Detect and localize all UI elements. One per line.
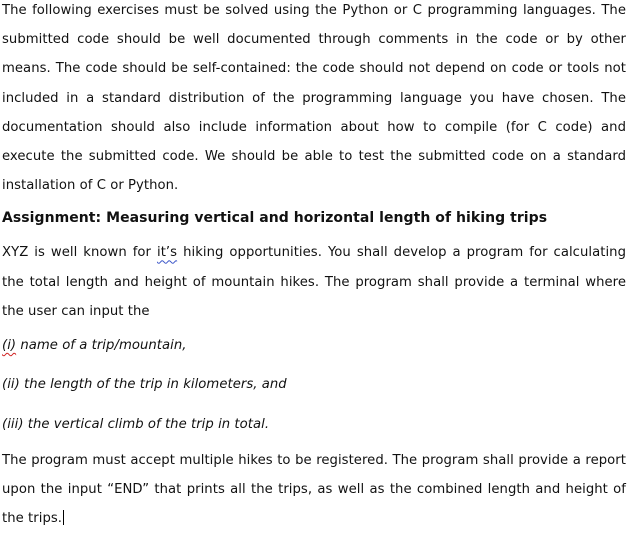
intro-paragraph: The following exercises must be solved using the Python or C programming languages. The submitted code should be well documented through comments in the code or by other means. The code should be self-contained: the code should not depend on code or tools not included in a standard distribution of the programming language you have chosen. The documentation should also include information about how to compile (for C code) and execute the submitted code. We should be able to test the submitted code on a standard installation of C or Python.: [2, 3, 626, 194]
assignment-heading: Assignment: Measuring vertical and horizontal length of hiking trips: [2, 210, 548, 227]
text-cursor: [63, 510, 64, 525]
requirement-paragraph: [2, 446, 626, 534]
description-text-before: XYZ is well known for: [2, 245, 157, 261]
description-text-after: hiking opportunities. You shall develop a program for calculating the total length and height of mountain hikes. The program shall provide a terminal where the user can input the: [2, 245, 626, 319]
list-item-length: (ii) the length of the trip in kilometers, and: [2, 377, 287, 393]
description-paragraph: [2, 238, 626, 326]
spelling-flagged-marker[interactable]: (i): [2, 338, 17, 354]
requirement-text: The program must accept multiple hikes to be registered. The program shall provide a report upon the input “END” that prints all the trips, as well as the combined length and height of the trips.: [2, 453, 626, 527]
document-page[interactable]: [2, 0, 626, 534]
list-item-climb: (iii) the vertical climb of the trip in total.: [2, 417, 270, 433]
grammar-flagged-word[interactable]: it’s: [156, 245, 178, 261]
list-item-name: [2, 336, 626, 356]
list-item-name-text: name of a trip/mountain,: [16, 338, 187, 354]
